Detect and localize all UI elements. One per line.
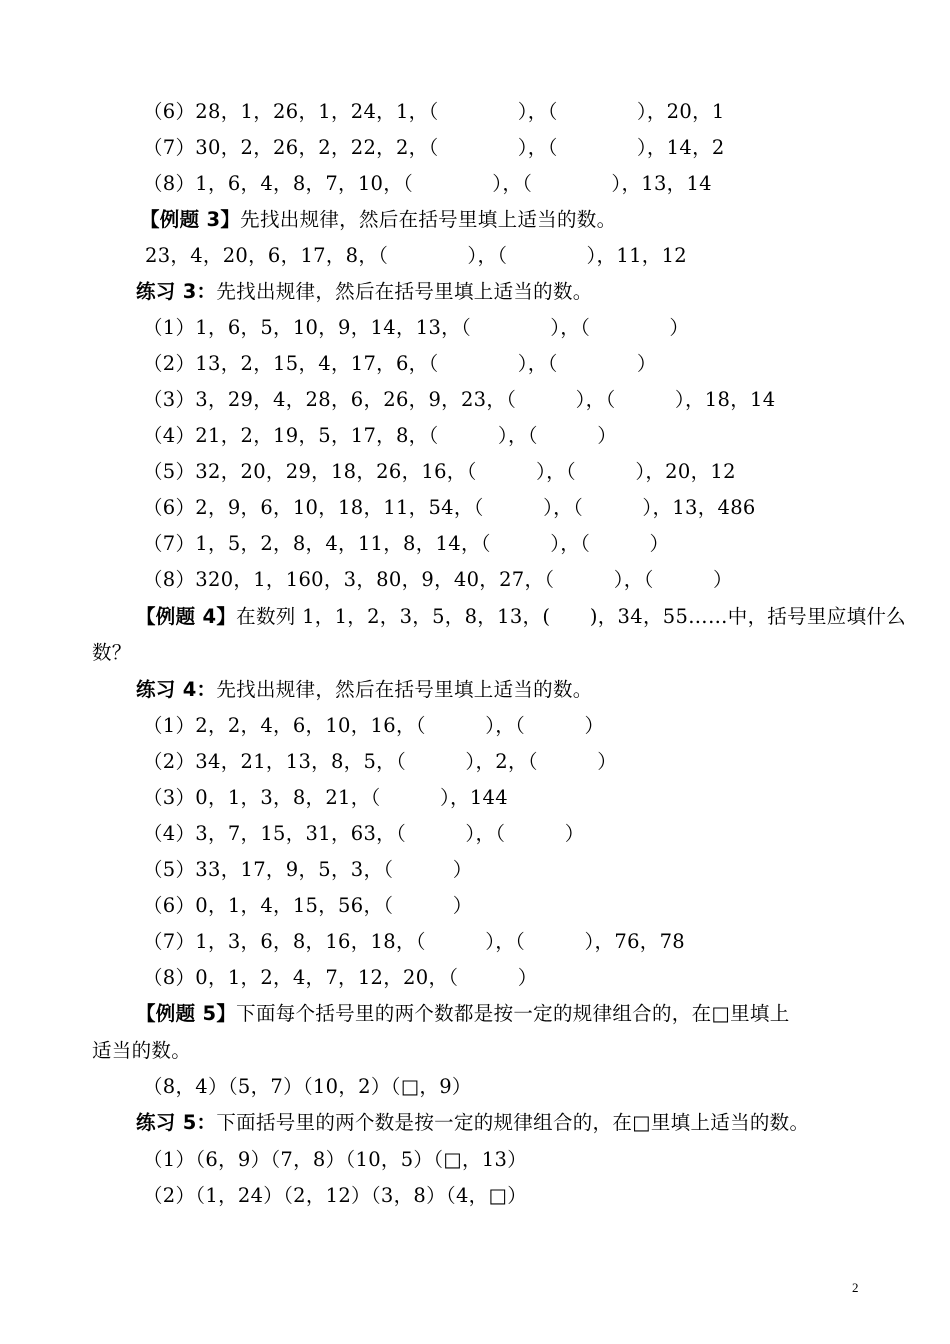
- practice2-item-7: （7）30，2，26，2，22，2，（ ），（ ），14，2: [143, 136, 725, 159]
- practice5-title: 下面括号里的两个数是按一定的规律组合的，在□里填上适当的数。: [216, 1111, 810, 1134]
- practice4-item-4: （4）3，7，15，31，63，（ ），（ ）: [143, 822, 585, 845]
- practice4-item-6: （6）0，1，4，15，56，（ ）: [143, 894, 473, 917]
- example3-title: 先找出规律，然后在括号里填上适当的数。: [240, 208, 617, 231]
- practice4-title: 先找出规律，然后在括号里填上适当的数。: [216, 678, 593, 701]
- example4-text: 在数列 1，1，2，3，5，8，13，( )，34，55……中，括号里应填什么: [236, 605, 906, 628]
- practice4-label: 练习 4：: [136, 678, 217, 701]
- example5-heading: [136, 1001, 790, 1027]
- example4-label: 【例题 4】: [136, 605, 237, 628]
- practice5-item-1: （1）（6，9）（7，8）（10，5）（□，13）: [143, 1148, 527, 1171]
- practice2-item-8: （8）1，6，4，8，7，10，（ ），（ ），13，14: [143, 172, 712, 195]
- practice4-item-2: （2）34，21，13，8，5，（ ），2，（ ）: [143, 750, 618, 773]
- example3-label: 【例题 3】: [140, 208, 241, 231]
- practice4-item-8: （8）0，1，2，4，7，12，20，（ ）: [143, 966, 538, 989]
- practice3-label: 练习 3：: [136, 280, 217, 303]
- practice4-item-1: （1）2，2，4，6，10，16，（ ），（ ）: [143, 714, 605, 737]
- practice4-item-7: （7）1，3，6，8，16，18，（ ），（ ），76，78: [143, 930, 685, 953]
- example5-pairs: （8，4）（5，7）（10，2）（□，9）: [143, 1075, 472, 1098]
- practice3-title: 先找出规律，然后在括号里填上适当的数。: [216, 280, 593, 303]
- practice3-item-8: （8）320，1，160，3，80，9，40，27，（ ），（ ）: [143, 568, 733, 591]
- example5-text: 下面每个括号里的两个数都是按一定的规律组合的，在□里填上: [236, 1002, 790, 1025]
- example3-heading: [140, 207, 616, 233]
- practice3-item-1: （1）1，6，5，10，9，14，13，（ ），（ ）: [143, 316, 690, 339]
- practice3-item-3: （3）3，29，4，28，6，26，9，23，（ ），（ ），18，14: [143, 388, 776, 411]
- example4-text-cont: 数？: [92, 641, 132, 664]
- practice5-label: 练习 5：: [136, 1111, 217, 1134]
- practice5-heading: [136, 1110, 809, 1136]
- practice4-item-5: （5）33，17，9，5，3，（ ）: [143, 858, 473, 881]
- practice3-item-2: （2）13，2，15，4，17，6，（ ），（ ）: [143, 352, 657, 375]
- practice3-item-4: （4）21，2，19，5，17，8，（ ），（ ）: [143, 424, 618, 447]
- practice3-item-7: （7）1，5，2，8，4，11，8，14，（ ），（ ）: [143, 532, 670, 555]
- practice3-heading: [136, 279, 593, 305]
- practice2-item-6: （6）28，1，26，1，24，1，（ ），（ ），20，1: [143, 100, 725, 123]
- practice4-item-3: （3）0，1，3，8，21，（ ），144: [143, 786, 508, 809]
- practice3-item-5: （5）32，20，29，18，26，16，（ ），（ ），20，12: [143, 460, 736, 483]
- example5-label: 【例题 5】: [136, 1002, 237, 1025]
- practice5-item-2: （2）（1，24）（2，12）（3，8）（4，□）: [143, 1184, 527, 1207]
- page-number: 2: [852, 1280, 859, 1295]
- example5-text-cont: 适当的数。: [92, 1039, 192, 1062]
- example3-sequence: 23，4，20，6，17，8，（ ），（ ），11，12: [145, 244, 687, 267]
- practice4-heading: [136, 677, 593, 703]
- practice3-item-6: （6）2，9，6，10，18，11，54，（ ），（ ），13，486: [143, 496, 756, 519]
- example4-heading: [136, 604, 906, 630]
